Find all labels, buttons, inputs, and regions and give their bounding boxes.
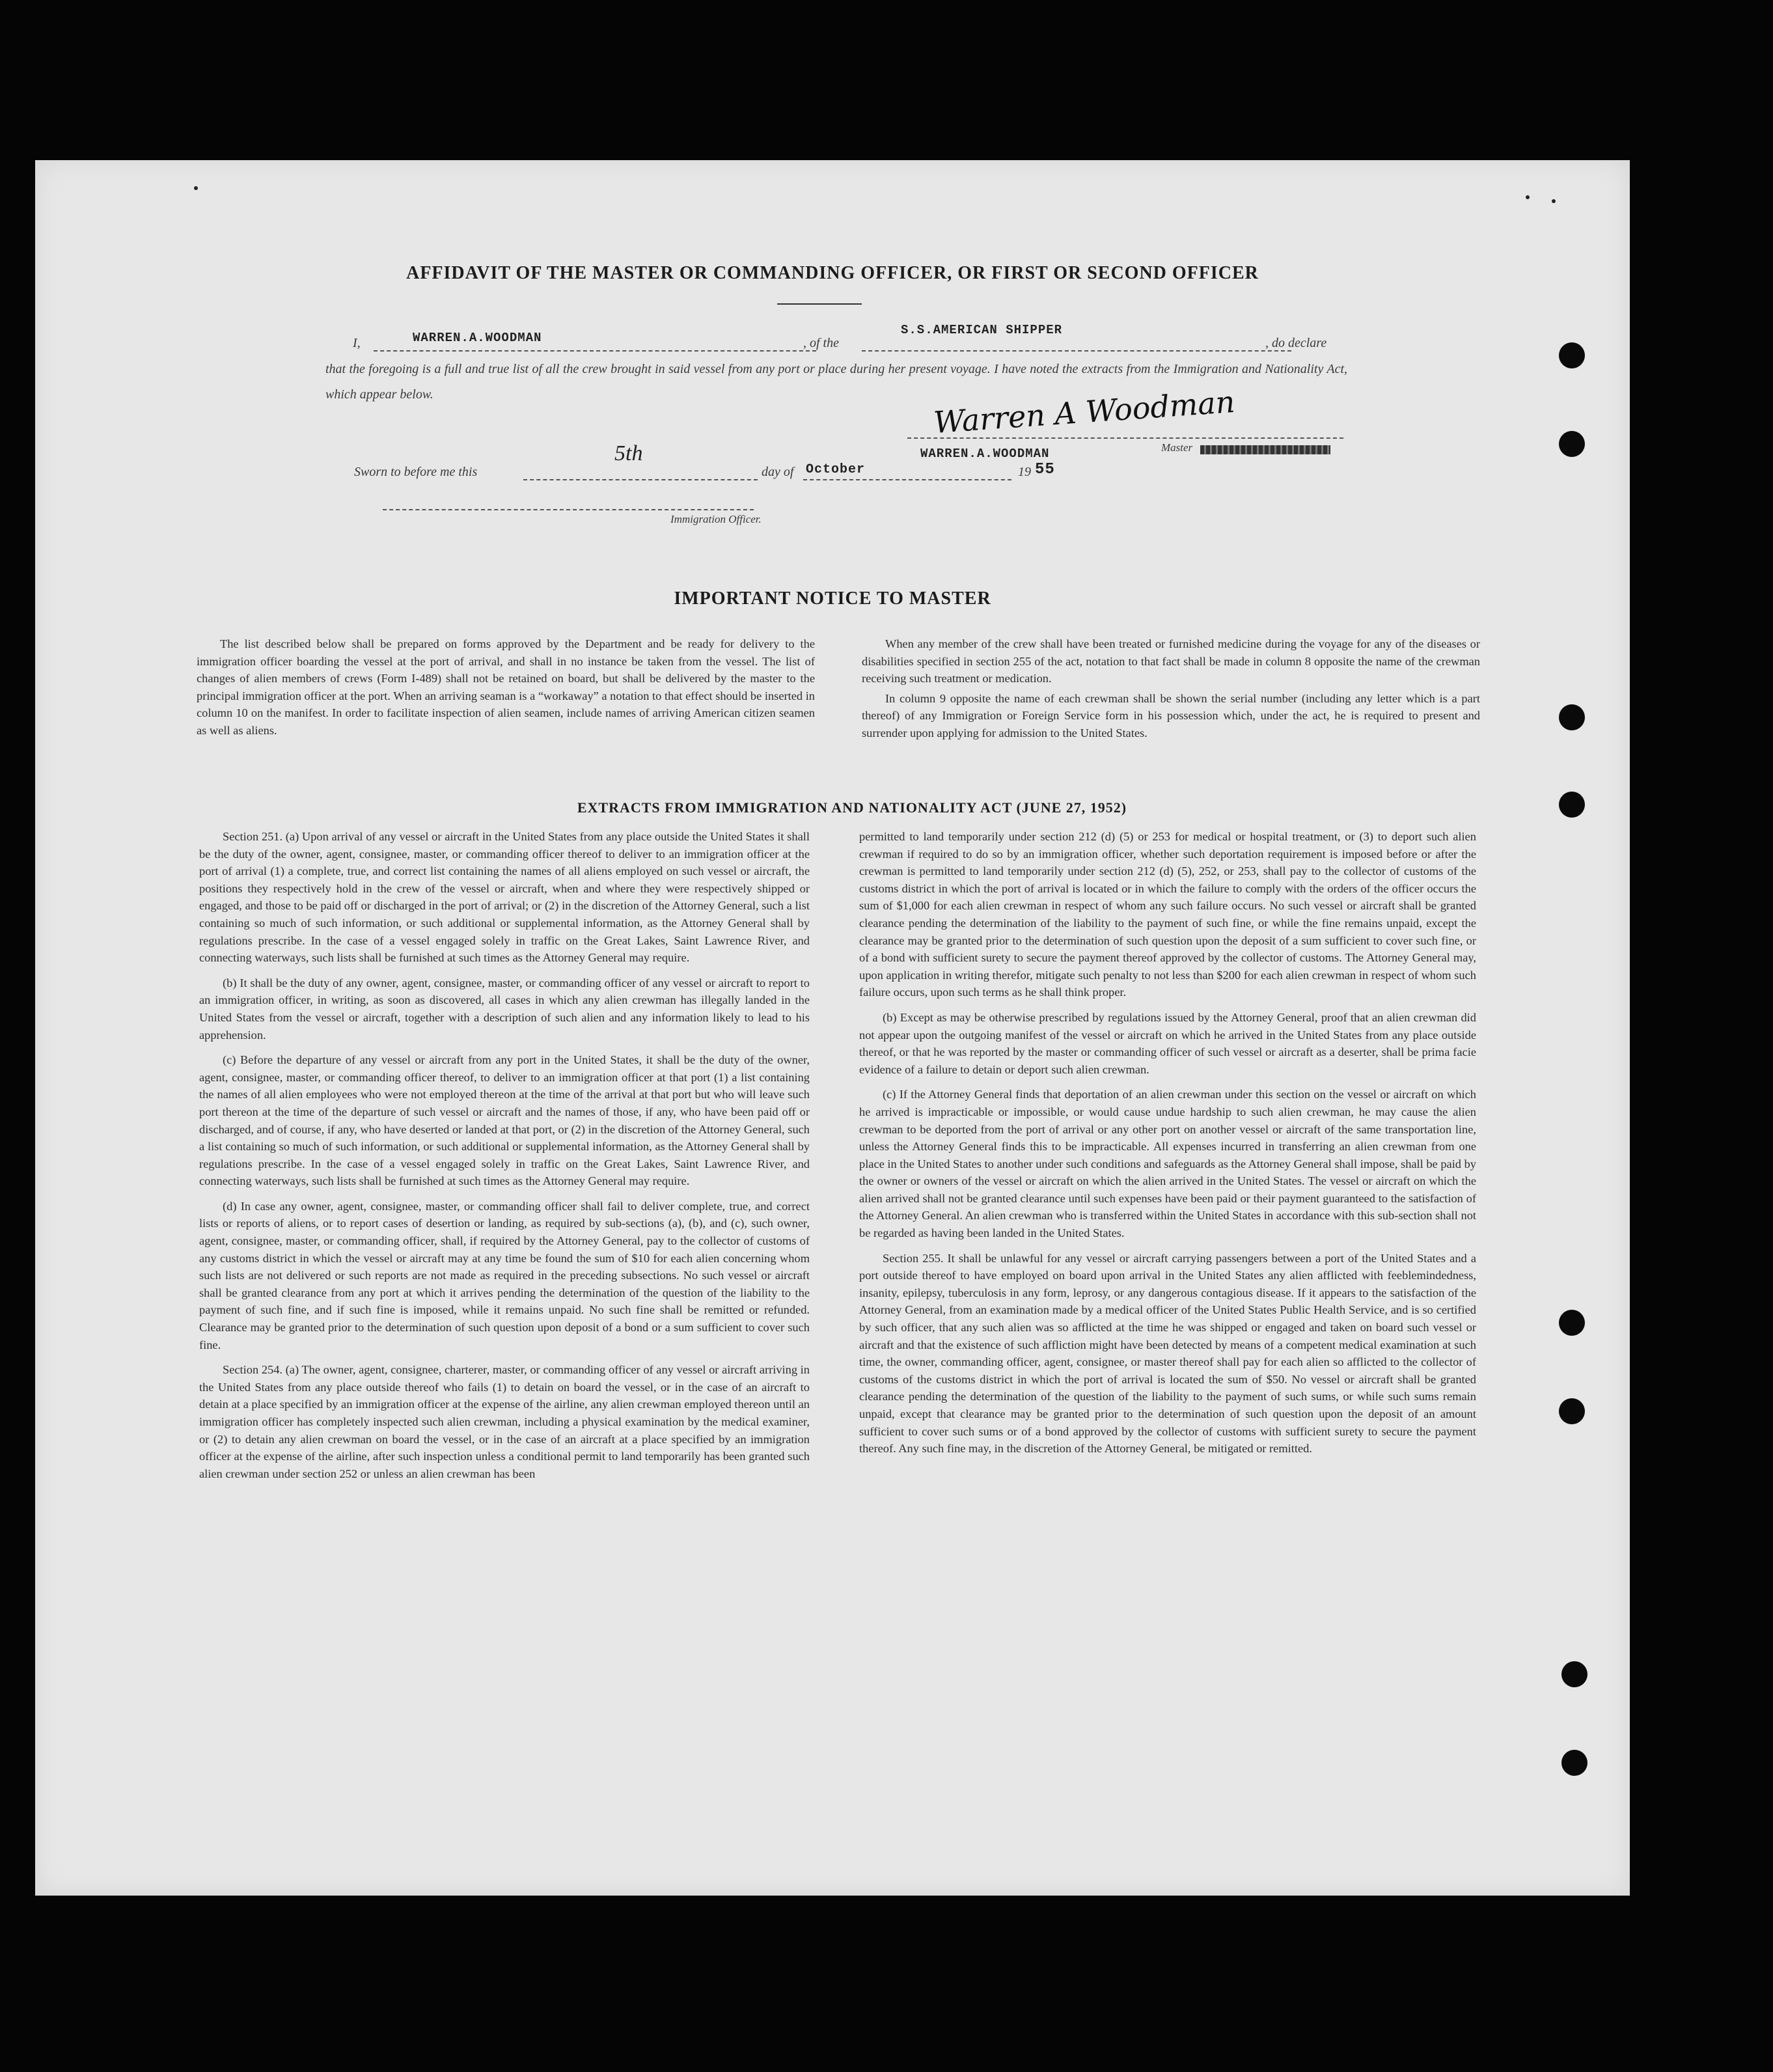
handwritten-signature: Warren A Woodman xyxy=(932,383,1236,441)
declaration-text: that the foregoing is a full and true list of all the crew brought in said vessel from any port or place during her present voyage. I have noted the extracts from the Immigration and Nationality Act, which appear below. xyxy=(325,362,1347,402)
notice-left-text: The list described below shall be prepared on forms approved by the Department and be ready for delivery to the immigration officer boarding the vessel at the port of arrival, and shall in no instance be taken from the vessel. The list of changes of alien members of crews (Form I-489) shall not be retained on board, but shall be delivered by the master to the principal immigration officer at the port. When an arriving seaman is a “workaway” a notation to that effect should be inserted in column 10 on the manifest. In order to facilitate inspection of alien seamen, include names of arriving American citizen seamen as well as aliens. xyxy=(197,637,815,737)
affidavit-page xyxy=(35,160,1630,1896)
do-declare-label: , do declare xyxy=(1265,336,1327,350)
section-251-c: (c) Before the departure of any vessel or aircraft from any port in the United States, it shall be the duty of the owner, agent, consignee, master, or commanding officer thereof, to deliver to an immigration officer at that port (1) a list containing the names of all alien employees who were not employed thereon at the time of the arrival at that port but who will leave such port thereon at the time of the departure of such vessel or aircraft and the names of those, if any, who have been paid off or discharged, and of course, if any, who have deserted or landed at that port, or (2) in the discretion of the Attorney General, such a list containing so much of such information, or such additional or supplemental information, as the Attorney General shall by regulations prescribe. In the case of a vessel engaged solely in traffic on the Great Lakes, Saint Lawrence River, and connecting waterways, such lists shall be furnished at such times as the Attorney General may require. xyxy=(199,1053,810,1188)
binder-hole xyxy=(1559,1310,1585,1336)
sworn-day: 5th xyxy=(614,441,643,465)
title-underline xyxy=(777,303,862,305)
notice-right-text-1: When any member of the crew shall have been treated or furnished medicine during the voyage for any of the diseases or disabilities specified in section 255 of the act, notation to that fact shall be made in column 8 opposite the name of the crewman receiving such treatment or medication. xyxy=(862,637,1480,685)
struck-title xyxy=(1200,445,1330,454)
notice-right xyxy=(862,635,1480,750)
of-the-label: , of the xyxy=(803,336,839,350)
section-255: Section 255. It shall be unlawful for any vessel or aircraft carrying passengers between a port of the United States and a port outside thereof to have employed on board upon arrival in the United States any alien afflicted with feeblemindedness, insanity, epilepsy, tuberculosis in any form, leprosy, or any dangerous contagious disease. If it appears to the satisfaction of the Attorney General, from an examination made by a medical officer of the United States Public Health Service, and is so certified by such officer, that any such alien was so afflicted at the time he was shipped or engaged and taken on board such vessel or aircraft and that the existence of such affliction might have been detected by means of a competent medical examination at such time, the owner, commanding officer, agent, consignee, or master thereof shall pay for each alien so afflicted to the collector of customs of the customs district in which the port of arrival is located the sum of $50. No vessel or aircraft shall be granted clearance pending the determination of the question of the liability to the payment of such sums, or while such sums remain unpaid, except that clearance may be granted prior to the determination of such question upon the deposit of an amount sufficient to cover such sums or of a bond approved by the collector of customs with sufficient surety to secure the payment thereof. Any such fine may, in the discretion of the Attorney General, be mitigated or remitted. xyxy=(859,1251,1476,1456)
day-of-label: day of xyxy=(762,465,794,479)
sworn-month: October xyxy=(806,462,866,477)
vessel-name-line xyxy=(862,350,1291,352)
master-name-typed: WARREN.A.WOODMAN xyxy=(413,331,542,345)
notice-title: IMPORTANT NOTICE TO MASTER xyxy=(674,588,991,609)
sworn-day-line xyxy=(523,479,758,480)
year-suffix: 55 xyxy=(1035,461,1055,478)
binder-hole xyxy=(1559,342,1585,368)
typed-signature: WARREN.A.WOODMAN xyxy=(920,447,1050,461)
sworn-month-line xyxy=(803,479,1011,480)
sworn-label: Sworn to before me this xyxy=(354,465,478,479)
extracts-left-column xyxy=(199,828,810,1490)
section-254-a: Section 254. (a) The owner, agent, consignee, charterer, master, or commanding officer of any vessel or aircraft arriving in the United States from any place outside thereof who fails (1) to detain on board the vessel, or in the case of an aircraft to detain at a place specified by an immigration officer at the expense of the airline, any alien crewman employed thereon until an immigration officer has completely inspected such alien crewman, including a physical examination by the medical examiner, or (2) to detain any alien crewman on board the vessel, or in the case of an aircraft at a place specified by an immigration officer at the expense of the airline, after such inspection unless a conditional permit to land temporarily has been granted such alien crewman under section 252 or unless an alien crewman has been xyxy=(199,1363,810,1480)
binder-hole xyxy=(1561,1750,1587,1776)
master-name-line xyxy=(374,350,816,352)
i-label: I, xyxy=(353,336,361,350)
section-251-d: (d) In case any owner, agent, consignee, master, or commanding officer shall fail to deliver complete, true, and correct lists or reports of aliens, or to report cases of desertion or landing, as required by sub-sections (a), (b), and (c), such owner, agent, consignee, master, or commanding officer, shall, if required by the Attorney General, pay to the collector of customs of any customs district in which the vessel or aircraft may at any time be found the sum of $10 for each alien concerning whom such lists are not delivered or such reports are not made as required in the preceding subsections. No such vessel or aircraft shall be granted clearance from any port at which it arrives pending the determination of the question of the liability to the payment of such fine, and if such fine is imposed, while it remains unpaid. No such fine shall be remitted or refunded. Clearance may be granted prior to the determination of such question upon deposit of a bond or a sum sufficient to cover such fine. xyxy=(199,1199,810,1351)
master-label: Master xyxy=(1161,441,1193,454)
section-254-b: (b) Except as may be otherwise prescribed by regulations issued by the Attorney General, proof that an alien crewman did not appear upon the outgoing manifest of the vessel or aircraft on which he arrived in the United States from any place outside thereof, or that he was reported by the master or commanding officer of such vessel or aircraft as a deserter, shall be prima facie evidence of a failure to detain or deport such alien crewman. xyxy=(859,1010,1476,1076)
vessel-name-typed: S.S.AMERICAN SHIPPER xyxy=(901,323,1063,337)
notice-left xyxy=(197,635,815,747)
signature-line xyxy=(907,437,1343,439)
affidavit-title: AFFIDAVIT OF THE MASTER OR COMMANDING OFFICER, OR FIRST OR SECOND OFFICER xyxy=(406,263,1259,283)
binder-hole xyxy=(1559,431,1585,457)
extracts-right-column xyxy=(859,828,1476,1465)
extracts-title: EXTRACTS FROM IMMIGRATION AND NATIONALITY ACT (JUNE 27, 1952) xyxy=(577,799,1127,816)
binder-hole xyxy=(1559,704,1585,730)
binder-hole xyxy=(1559,1398,1585,1424)
section-254-a-continued: permitted to land temporarily under section 212 (d) (5) or 253 for medical or hospital treatment, or (3) to deport such alien crewman if required to do so by an immigration officer, whether such deportation requirement is imposed before or after the crewman is permitted to land temporarily under section 212 (d) (5), 252, or 253, shall pay to the collector of customs of the customs district in which the port of arrival is located or in which the failure to comply with the orders of the officer occurs the sum of $1,000 for each alien crewman in respect of whom any such failure occurs. No such vessel or aircraft shall be granted clearance pending the determination of the liability to the payment of such fine, or while the fine remains unpaid, except the clearance may be granted prior to the determination of such question upon the deposit of a sum sufficient to cover such fine, or of a bond with sufficient surety to secure the payment thereof approved by the collector of customs. The Attorney General may, upon application in writing therefor, mitigate such penalty to not less than $200 for each alien crewman in respect of whom such failure occurs, upon such terms as he shall think proper. xyxy=(859,830,1476,999)
scan-speck xyxy=(194,186,198,190)
immigration-officer-line xyxy=(383,509,754,510)
immigration-officer-label: Immigration Officer. xyxy=(670,513,762,525)
scan-speck xyxy=(1552,199,1556,203)
scan-speck xyxy=(1526,195,1530,199)
binder-hole xyxy=(1561,1661,1587,1687)
notice-right-text-2: In column 9 opposite the name of each crewman shall be shown the serial number (including any letter which is a part thereof) of any Immigration or Foreign Service form in his possession which, under the act, he is required to present and surrender upon applying for admission to the United States. xyxy=(862,691,1480,739)
section-251-a: Section 251. (a) Upon arrival of any vessel or aircraft in the United States from any place outside the United States it shall be the duty of the owner, agent, consignee, master, or commanding officer thereof to deliver to an immigration officer at the port of arrival (1) a complete, true, and correct list containing the names of all aliens employed on such vessel or aircraft, the positions they respectively hold in the crew of the vessel or aircraft, when and where they were respectively shipped or engaged, and those to be paid off or discharged in the port of arrival; or (2) in the discretion of the Attorney General, such a list containing so much of such information, or such additional or supplemental information, as the Attorney General shall by regulations prescribe. In the case of a vessel engaged solely in traffic on the Great Lakes, Saint Lawrence River, and connecting waterways, such lists shall be furnished at such times as the Attorney General may require. xyxy=(199,830,810,965)
year-prefix: 19 xyxy=(1018,465,1031,479)
section-254-c: (c) If the Attorney General finds that deportation of an alien crewman under this section on the vessel or aircraft on which he arrived is impracticable or impossible, or would cause undue hardship to such alien crewman, he may cause the alien crewman to be deported from the port of arrival or any other port on another vessel or aircraft of the same transportation line, unless the Attorney General finds this to be impracticable. All expenses incurred in transferring an alien crewman from one place in the United States to another under such conditions and safeguards as the Attorney General shall impose, shall be paid by the owner or owners of the vessel or aircraft on which the alien arrived in the United States. The vessel or aircraft on which the alien arrived shall not be granted clearance until such expenses have been paid or their payment guaranteed to the satisfaction of the Attorney General. An alien crewman who is transferred within the United States in accordance with this sub-section shall not be regarded as having been landed in the United States. xyxy=(859,1088,1476,1240)
section-251-b: (b) It shall be the duty of any owner, agent, consignee, master, or commanding officer of any vessel or aircraft to report to an immigration officer, in writing, as soon as discovered, all cases in which any alien crewman has illegally landed in the United States from the vessel or aircraft, together with a description of such alien and any information likely to lead to his apprehension. xyxy=(199,976,810,1042)
